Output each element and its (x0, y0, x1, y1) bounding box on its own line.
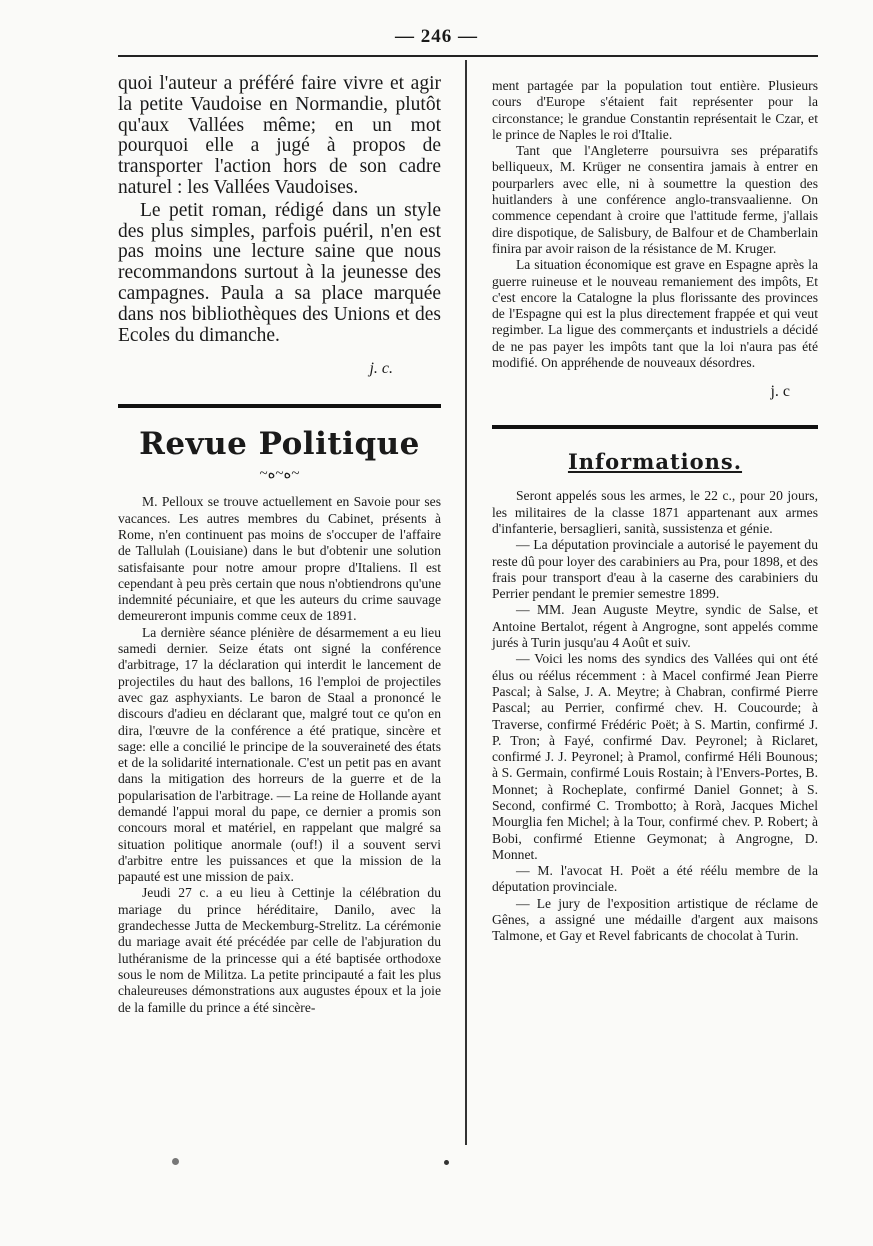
info-paragraph: — La députation provinciale a autorisé le payement du reste dû pour loyer des carabiniers au Pra, pour 1898, et des frais pour transport d'eau à la caserne des carabiniers du Perrier pendant le premier semestre 1899. (492, 537, 818, 602)
article-paragraph: Jeudi 27 c. a eu lieu à Cettinje la célébration du mariage du prince héréditaire, Danilo, avec la grandechesse Jutta de Meckemburg-Strelitz. La cérémonie du mariage avait été précédée par celle de l'abjuration du luthéranisme de la princesse qui a été baptisée orthodoxe sous le nom de Militza. La petite principauté a fait les plus chaleureuses démonstrations aux augustes époux et la joie de la famille du prince a été sincère- (118, 885, 441, 1015)
right-column (492, 78, 818, 945)
article-paragraph: Tant que l'Angleterre poursuivra ses préparatifs belliqueux, M. Krüger ne consentira jamais à entrer en pourparlers avec elle, ni à soumettre la question des huitlanders à une conférence anglo-transvaalienne. On commence cependant à croire que l'attitude ferme, j'allais dire dispotique, de Salisbury, de Balfour et de Chamberlain finira par avoir raison de la résistance de M. Kruger. (492, 143, 818, 256)
article-paragraph: La dernière séance plénière de désarmement a eu lieu samedi dernier. Seize états ont signé la conférence d'arbitrage, 17 la déclaration qui interdit le lancement de projectiles du haut des ballons, 16 l'emploi de projectiles avec gaz asphyxiants. Le baron de Staal a prononcé le discours d'adieu en déclarant que, malgré tout ce qu'on en dira, l'œuvre de la conférence a été pratique, sincère et sage: elle a concilié le principe de la souveraineté des états et de la solidarité internationale. C'est un petit pas en avant dans la mitigation des horreurs de la guerre et de la popularisation de l'arbitrage. — La reine de Hollande ayant demandé l'appui moral du pape, ce dernier a promis son concours moral et matériel, en rappelant que malgré sa situation politique anormale (ouf!) il a souvent servi d'arbitre entre les puissances et que la mission de la papauté est une mission de paix. (118, 624, 441, 885)
column-divider (465, 60, 467, 1145)
review-signature: j. c. (369, 360, 393, 378)
article-paragraph: M. Pelloux se trouve actuellement en Savoie pour ses vacances. Les autres membres du Cabinet, présents à Rome, n'en continuent pas moins de s'occuper de l'affaire de Tallulah (Louisiane) dans le but d'obtenir une solution satisfaisante pour notre amour propre d'Italiens. Il est cependant à peu près certain que nous n'obtiendrons qu'une indemnité pécuniaire, et que les auteurs du crime sauvage demeureront impunis comme ceux de 1891. (118, 494, 441, 624)
ornament-flourish: ~ە~ە~ (259, 466, 300, 483)
ink-dot (172, 1158, 179, 1165)
left-column (118, 74, 441, 1016)
book-review-continuation (118, 74, 441, 346)
article-paragraph: ment partagée par la population tout entière. Plusieurs cours d'Europe s'étaient fait représenter pour la circonstance; le grandue Constantin représentait le Czar, et le prince de Naples le roi d'Italie. (492, 78, 818, 142)
section-rule (118, 404, 441, 408)
review-paragraph: quoi l'auteur a préféré faire vivre et agir la petite Vaudoise en Normandie, plutôt qu'aux Vallées même; en un mot pourquoi elle a jugé à propos de transporter l'action hors de son cadre naturel : les Vallées Vaudoises. (118, 73, 441, 198)
section-rule (492, 425, 818, 429)
top-rule (118, 55, 818, 57)
article-paragraph: La situation économique est grave en Espagne après la guerre ruineuse et le nouveau remaniement des impôts, Et c'est encore la Catalogne la plus florissante des provinces de l'Espagne qui est la plus directement frappée et qui veut regimber. La ligue des commerçants et industriels a décidé de ne pas payer les impôts tant que la loi n'aura pas été modifié. On appréhende de nouveaux désordres. (492, 257, 818, 371)
info-paragraph: — M. l'avocat H. Poët a été réélu membre de la députation provinciale. (492, 863, 818, 895)
review-paragraph: Le petit roman, rédigé dans un style des plus simples, parfois puéril, n'en est pas moins une lecture saine que nous recommandons surtout à la jeunesse des campagnes. Paula a sa place marquée dans nos bibliothèques des Unions et des Ecoles du dimanche. (118, 199, 441, 346)
info-paragraph: — MM. Jean Auguste Meytre, syndic de Salse, et Antoine Bertalot, régent à Angrogne, sont appelés comme jurés à Turin jusqu'au 4 Août et suiv. (492, 602, 818, 651)
article-signature: j. c (770, 383, 790, 401)
ink-dot (444, 1160, 449, 1165)
info-paragraph: — Voici les noms des syndics des Vallées qui ont été élus ou réélus récemment : à Macel confirmé Jean Pierre Pascal; à Salse, J. A. Meytre; à Chabran, confirmé Pierre Pascal; au Perrier, confirmé chev. H. Coucourde; à Traverse, confirmé Frédéric Poët; à S. Martin, confirmé J. P. Tron; à Fayé, confirmé Dav. Peyronel; à Riclaret, confirmé J. J. Peyronel; à Pramol, confirmé Héli Bounous; à S. Germain, confirmé Louis Rostain; à l'Envers-Portes, B. Monnet; à Rocheplate, confirmé Daniel Gonnet; à S. Second, confirmé C. Trombotto; à Rorà, Jacques Michel Mourglia fen Michel; à la Tour, confirmé chev. P. Robert; à Bobi, confirmé Etienne Geymonat; à Angrogne, D. Monnet. (492, 651, 818, 862)
informations-body (492, 488, 818, 944)
section-title: Revue Politique (139, 426, 420, 463)
info-paragraph: Seront appelés sous les armes, le 22 c., pour 20 jours, les militaires de la classe 1871 appartenant aux armes d'infanterie, bersaglieri, sanità, sussistenza et génie. (492, 488, 818, 536)
revue-politique-continuation (492, 78, 818, 371)
informations-title: Informations. (567, 449, 743, 475)
page-number: — 246 — (395, 26, 478, 47)
revue-politique-body (118, 494, 441, 1016)
info-paragraph: — Le jury de l'exposition artistique de réclame de Gênes, a assigné une médaille d'argent aux maisons Talmone, et Gay et Revel fabricants de chocolat à Turin. (492, 895, 818, 944)
